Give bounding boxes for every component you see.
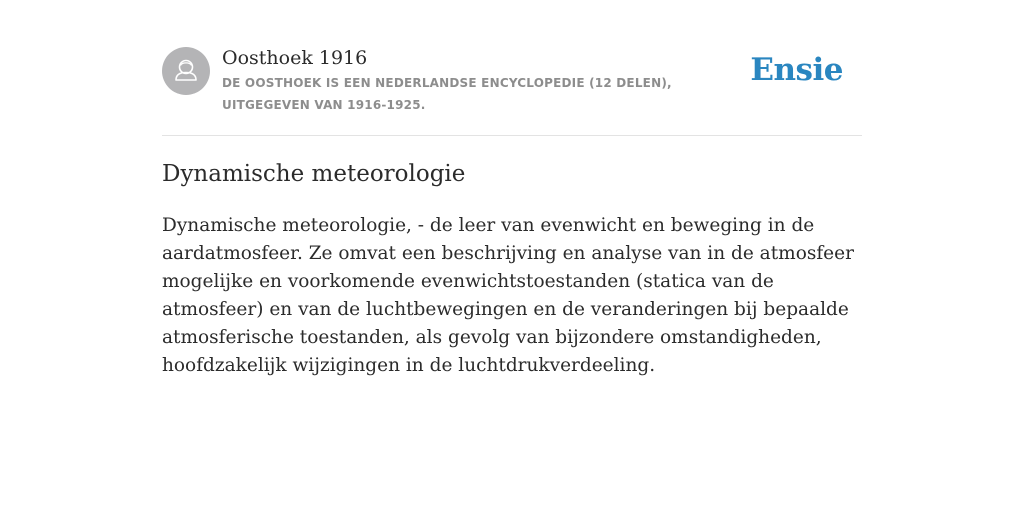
entry-body: Dynamische meteorologie, - de leer van evenwicht en beweging in de aardatmosfeer. Ze omvat een beschrijving en analyse van in de atmosfeer mogelijke en voorkomende evenwichtstoestanden (statica van de atmosfeer) en van de luchtbewegingen en de veranderingen bij bepaalde atmosferische toestanden, als gevolg van bijzondere omstandigheden, hoofdzakelijk wijzigingen in de luchtdrukverdeeling. — [162, 215, 854, 376]
entry-card — [162, 0, 862, 376]
user-avatar-icon[interactable] — [162, 47, 210, 95]
source-title[interactable]: Oosthoek 1916 — [222, 47, 368, 69]
ensie-logo[interactable]: Ensie — [750, 52, 843, 88]
source-description: DE OOSTHOEK IS EEN NEDERLANDSE ENCYCLOPEDIE (12 DELEN), UITGEGEVEN VAN 1916-1925. — [222, 76, 672, 112]
entry-title: Dynamische meteorologie — [162, 161, 466, 187]
person-outline-icon — [162, 47, 210, 95]
source-header — [162, 0, 862, 136]
